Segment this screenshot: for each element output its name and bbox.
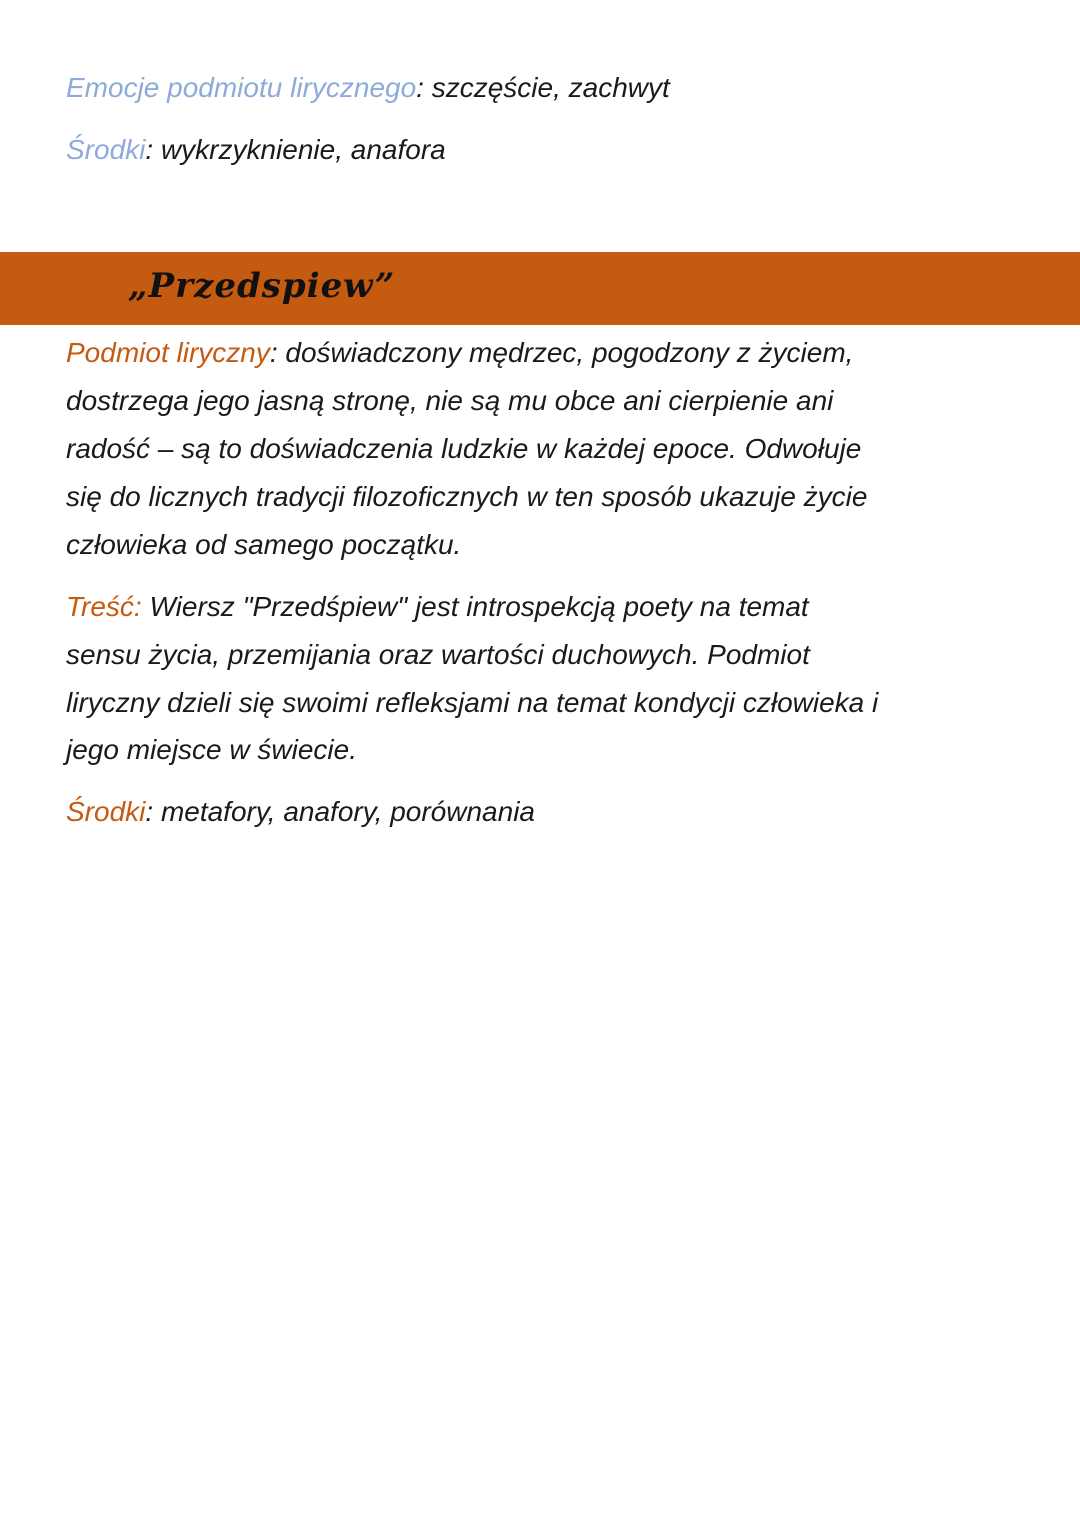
means-line-1 <box>66 133 446 167</box>
banner-title: „Przedspiew” <box>128 266 396 306</box>
content-line-0 <box>66 590 809 624</box>
subject-line-1: dostrzega jego jasną stronę, nie są mu obce ani cierpienie ani <box>66 385 834 416</box>
emotions-line <box>66 71 670 105</box>
means-value-2: metafory, anafory, porównania <box>160 796 535 827</box>
content-line-2: liryczny dzieli się swoimi refleksjami na temat kondycji człowieka i <box>66 687 879 718</box>
content-line-1: sensu życia, przemijania oraz wartości duchowych. Podmiot <box>66 639 810 670</box>
content-line-3: jego miejsce w świecie. <box>66 734 357 765</box>
subject-label: Podmiot liryczny <box>66 337 270 368</box>
subject-text: doświadczony mędrzec, pogodzony z życiem, <box>285 337 854 368</box>
means-line-2 <box>66 795 535 829</box>
colon: : <box>416 72 432 103</box>
emotions-label: Emocje podmiotu lirycznego <box>66 72 417 103</box>
emotions-value: szczęście, zachwyt <box>431 72 670 103</box>
colon: : <box>145 134 161 165</box>
content-label: Treść: <box>66 591 142 622</box>
section-banner <box>0 252 1080 325</box>
colon: : <box>145 796 161 827</box>
colon: : <box>269 337 286 368</box>
content-text: Wiersz "Przedśpiew" jest introspekcją poety na temat <box>149 591 809 622</box>
means-value-1: wykrzyknienie, anafora <box>160 134 446 165</box>
means-label-2: Środki <box>66 796 146 827</box>
subject-line-2: radość – są to doświadczenia ludzkie w każdej epoce. Odwołuje <box>66 433 862 464</box>
subject-line-0 <box>66 336 853 370</box>
subject-line-4: człowieka od samego początku. <box>66 529 462 560</box>
means-label-1: Środki <box>66 134 146 165</box>
subject-line-3: się do licznych tradycji filozoficznych w ten sposób ukazuje życie <box>66 481 868 512</box>
